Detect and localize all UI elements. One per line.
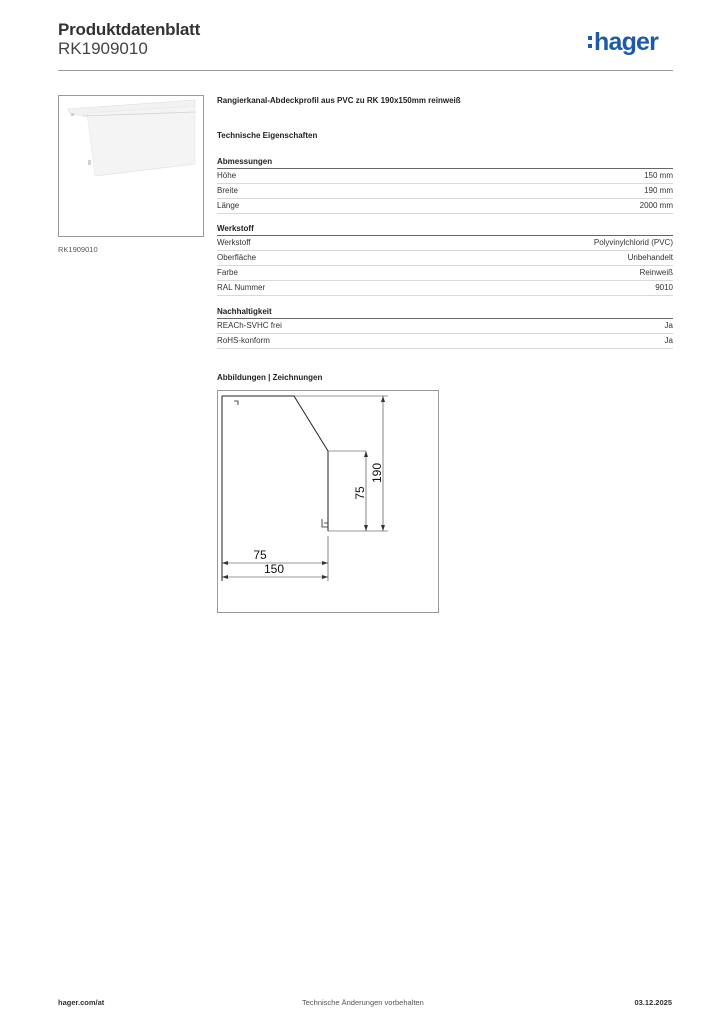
table-row: [217, 266, 673, 281]
row-label: Oberfläche: [217, 253, 257, 262]
row-value: Ja: [664, 321, 673, 330]
product-image: [58, 95, 204, 237]
dim-label-150: 150: [263, 562, 285, 576]
section-title: Abmessungen: [217, 155, 673, 169]
table-row: [217, 281, 673, 296]
product-profile-illustration: [59, 96, 203, 236]
header-divider: [58, 70, 673, 71]
row-value: Reinweiß: [639, 268, 673, 277]
footer-disclaimer: Technische Änderungen vorbehalten: [302, 998, 424, 1007]
profile-outline: [222, 396, 328, 531]
logo-wordmark: hager: [594, 28, 659, 56]
row-value: 9010: [655, 283, 673, 292]
row-label: Breite: [217, 186, 238, 195]
dim-label-75-horizontal: 75: [253, 548, 267, 562]
logo-colon-icon: [588, 36, 592, 52]
row-value: Polyvinylchlorid (PVC): [593, 238, 673, 247]
row-label: RoHS-konform: [217, 336, 270, 345]
table-row: [217, 184, 673, 199]
section-title: Werkstoff: [217, 222, 673, 236]
hager-logo: [594, 27, 658, 57]
technical-drawing: [217, 390, 439, 613]
technical-properties-heading: Technische Eigenschaften: [217, 131, 318, 140]
dim-label-190: 190: [370, 462, 384, 484]
row-value: 2000 mm: [639, 201, 673, 210]
row-value: 150 mm: [644, 171, 673, 180]
dim-label-75-vertical: 75: [353, 486, 367, 500]
row-label: REACh-SVHC frei: [217, 321, 282, 330]
row-label: Höhe: [217, 171, 237, 180]
row-label: RAL Nummer: [217, 283, 266, 292]
section-title: Nachhaltigkeit: [217, 305, 673, 319]
row-value: 190 mm: [644, 186, 673, 195]
table-row: [217, 251, 673, 266]
row-value: Unbehandelt: [627, 253, 673, 262]
table-row: [217, 334, 673, 349]
table-row: [217, 236, 673, 251]
row-label: Länge: [217, 201, 240, 210]
article-number: RK1909010: [58, 39, 148, 58]
footer-website-link[interactable]: hager.com/at: [58, 998, 105, 1007]
table-row: [217, 199, 673, 214]
row-label: Farbe: [217, 268, 238, 277]
product-description: Rangierkanal-Abdeckprofil aus PVC zu RK 190x150mm reinweiß: [217, 96, 461, 105]
profile-dimension-drawing: [218, 391, 438, 612]
section-sustainability: [217, 305, 673, 349]
footer-date: 03.12.2025: [634, 998, 672, 1007]
table-row: [217, 169, 673, 184]
section-material: [217, 222, 673, 296]
section-dimensions: [217, 155, 673, 214]
row-value: Ja: [664, 336, 673, 345]
row-label: Werkstoff: [217, 238, 251, 247]
table-row: [217, 319, 673, 334]
document-title: Produktdatenblatt: [58, 20, 201, 39]
drawings-heading: Abbildungen | Zeichnungen: [217, 373, 323, 382]
image-caption: RK1909010: [58, 245, 98, 254]
